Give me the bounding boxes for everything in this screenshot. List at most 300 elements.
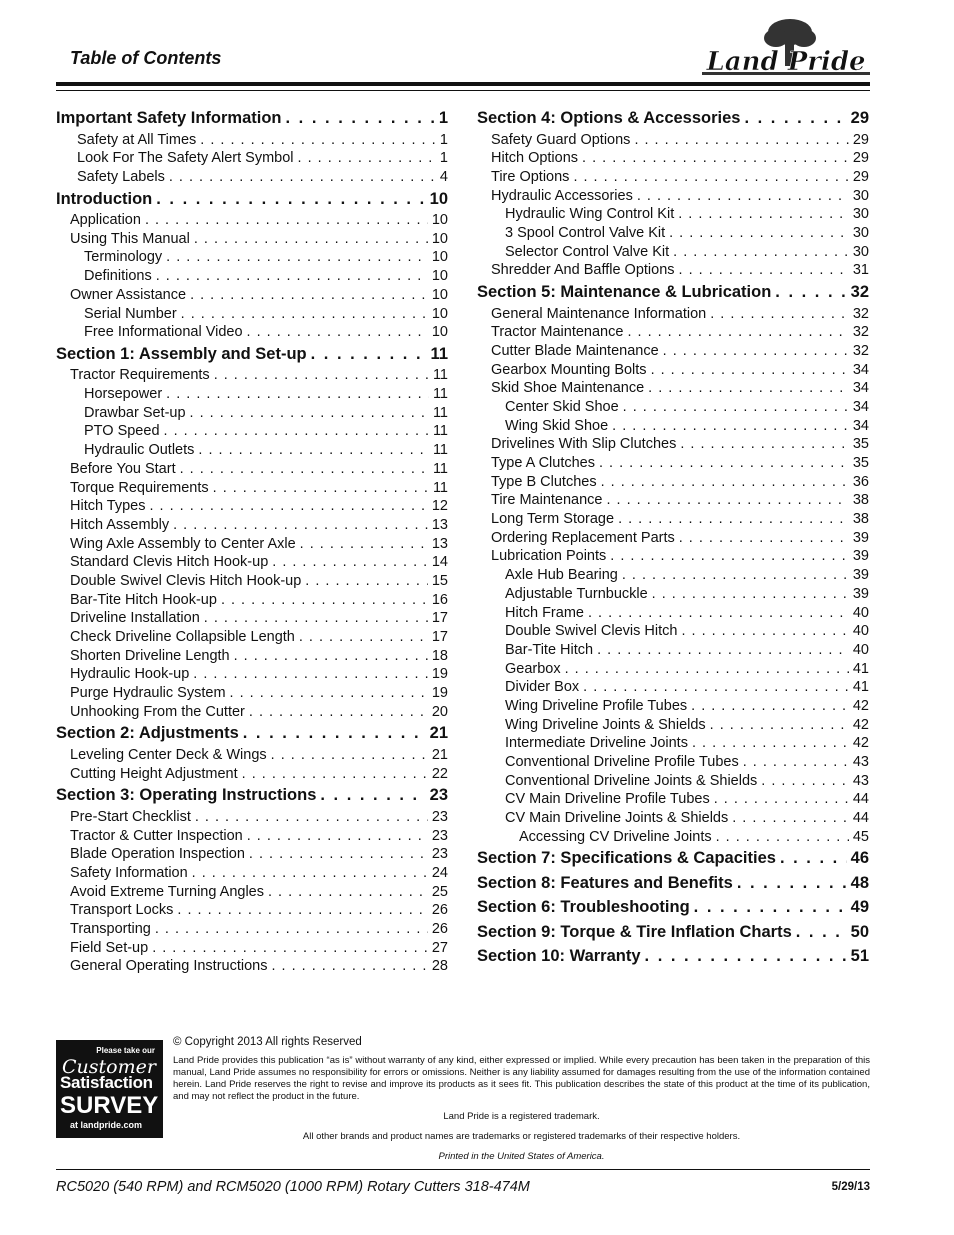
toc-entry[interactable] [56, 864, 448, 883]
dot-leader [169, 168, 436, 187]
toc-entry-title: Wing Skid Shoe [505, 417, 609, 434]
toc-entry-title: Tractor & Cutter Inspection [70, 827, 243, 844]
dot-leader [648, 379, 849, 398]
toc-page-number: 38 [852, 511, 869, 528]
toc-entry-title: Center Skid Shoe [505, 398, 619, 415]
toc-entry[interactable] [477, 205, 869, 224]
toc-page-number: 17 [431, 610, 448, 627]
dot-leader [286, 107, 435, 131]
toc-page-number: 28 [431, 958, 448, 975]
dot-leader [190, 404, 429, 423]
toc-entry-title: Long Term Storage [491, 511, 615, 528]
toc-page-number: 10 [431, 212, 448, 229]
other-brands-line: All other brands and product names are trademarks or registered trademarks of their respective holders. [302, 1131, 741, 1142]
toc-entry[interactable] [56, 553, 448, 572]
toc-entry[interactable] [477, 473, 869, 492]
toc-page-number: 10 [431, 305, 448, 322]
dot-leader [645, 945, 847, 969]
customer-survey-badge[interactable] [56, 1040, 163, 1138]
toc-page-number: 11 [432, 479, 448, 496]
toc-page-number: 11 [430, 344, 448, 363]
toc-entry-title: Tractor Requirements [70, 367, 210, 384]
dot-leader [669, 224, 849, 243]
toc-entry-title: Important Safety Information [56, 109, 282, 127]
toc-section-entry[interactable] [477, 281, 869, 305]
toc-page-number: 42 [852, 697, 869, 714]
toc-entry-title: Unhooking From the Cutter [70, 703, 245, 720]
dot-leader [716, 828, 849, 847]
toc-page-number: 20 [431, 703, 448, 720]
toc-entry-title: Wing Driveline Profile Tubes [505, 697, 688, 714]
toc-page-number: 34 [852, 361, 869, 378]
toc-entry[interactable] [477, 678, 869, 697]
toc-entry-title: Section 8: Features and Benefits [477, 873, 733, 892]
toc-page-number: 19 [431, 666, 448, 683]
toc-entry[interactable] [477, 604, 869, 623]
toc-entry-title: Ordering Replacement Parts [491, 529, 675, 546]
dot-leader [234, 647, 428, 666]
toc-page-number: 30 [852, 243, 869, 260]
toc-entry[interactable] [56, 516, 448, 535]
dot-leader [663, 342, 849, 361]
toc-entry-title: Look For The Safety Alert Symbol [77, 150, 294, 167]
dot-leader [300, 535, 428, 554]
survey-line-2: Customer [62, 1056, 156, 1078]
toc-page-number: 11 [432, 367, 448, 384]
dot-leader [190, 286, 428, 305]
toc-section-entry[interactable] [56, 722, 448, 746]
toc-page-number: 23 [431, 846, 448, 863]
toc-page-number: 24 [431, 864, 448, 881]
toc-entry[interactable] [477, 566, 869, 585]
toc-entry[interactable] [477, 398, 869, 417]
toc-page-number: 10 [431, 324, 448, 341]
toc-entry[interactable] [477, 168, 869, 187]
toc-entry[interactable] [56, 572, 448, 591]
toc-page-number: 13 [431, 516, 448, 533]
toc-entry-title: Skid Shoe Maintenance [491, 380, 645, 397]
dot-leader [166, 385, 429, 404]
footer-rule [56, 1169, 870, 1170]
toc-entry[interactable] [477, 261, 869, 280]
toc-entry-title: Section 10: Warranty [477, 947, 641, 966]
dot-leader [732, 809, 849, 828]
toc-entry[interactable] [56, 647, 448, 666]
dot-leader [242, 765, 428, 784]
toc-entry-title: Free Informational Video [84, 324, 243, 341]
toc-entry-title: Section 4: Options & Accessories [477, 109, 741, 127]
toc-entry[interactable] [477, 529, 869, 548]
toc-page-number: 25 [431, 883, 448, 900]
toc-page-number: 1 [439, 150, 448, 167]
legal-notice [173, 1036, 870, 1163]
toc-entry[interactable] [477, 753, 869, 772]
toc-page-number: 14 [431, 554, 448, 571]
dot-leader [192, 864, 428, 883]
toc-entry-title: Safety Guard Options [491, 131, 631, 148]
dot-leader [247, 827, 428, 846]
toc-entry[interactable] [56, 267, 448, 286]
toc-page-number: 44 [852, 791, 869, 808]
dot-leader [652, 585, 849, 604]
toc-page-number: 41 [852, 660, 869, 677]
toc-entry[interactable] [56, 497, 448, 516]
toc-page-number: 46 [850, 849, 869, 868]
toc-entry[interactable] [56, 628, 448, 647]
toc-page-number: 29 [850, 109, 869, 127]
toc-page-number: 45 [852, 828, 869, 845]
toc-entry[interactable] [477, 305, 869, 324]
toc-entry-title: Leveling Center Deck & Wings [70, 746, 267, 763]
dot-leader [678, 205, 849, 224]
toc-page-number: 51 [850, 947, 869, 966]
toc-section-entry[interactable] [477, 896, 869, 920]
copyright-line: © Copyright 2013 All rights Reserved [173, 1036, 362, 1048]
toc-entry[interactable] [56, 422, 448, 441]
toc-page-number: 42 [852, 716, 869, 733]
toc-page-number: 38 [852, 492, 869, 509]
toc-entry-title: Hydraulic Hook-up [70, 666, 190, 683]
dot-leader [299, 628, 428, 647]
toc-entry[interactable] [477, 361, 869, 380]
toc-entry-title: Transport Locks [70, 902, 174, 919]
toc-page-number: 30 [852, 206, 869, 223]
toc-entry[interactable] [477, 323, 869, 342]
logo-text: Land Pride [706, 47, 866, 77]
toc-page-number: 49 [850, 898, 869, 917]
toc-section-entry[interactable] [56, 343, 448, 367]
toc-entry-title: Adjustable Turnbuckle [505, 585, 648, 602]
toc-entry[interactable] [477, 697, 869, 716]
toc-page-number: 11 [432, 460, 448, 477]
toc-page-number: 21 [429, 724, 448, 743]
toc-page-number: 32 [850, 283, 869, 301]
toc-section-entry[interactable] [56, 188, 448, 212]
toc-entry[interactable] [477, 435, 869, 454]
toc-entry[interactable] [477, 790, 869, 809]
toc-entry[interactable] [477, 454, 869, 473]
header-rule-thin [56, 90, 870, 91]
dot-leader [198, 441, 429, 460]
toc-entry-title: Hitch Options [491, 150, 579, 167]
dot-leader [679, 261, 849, 280]
toc-entry-title: Introduction [56, 189, 153, 208]
toc-entry[interactable] [56, 920, 448, 939]
toc-entry[interactable] [56, 211, 448, 230]
toc-entry[interactable] [56, 901, 448, 920]
toc-entry-title: Safety at All Times [77, 131, 197, 148]
toc-entry[interactable] [56, 939, 448, 958]
toc-page-number: 19 [431, 685, 448, 702]
toc-entry-title: Check Driveline Collapsible Length [70, 629, 295, 645]
toc-entry[interactable] [477, 149, 869, 168]
disclaimer-text: Land Pride provides this publication “as is” without warranty of any kind, either expressed or implied. While every precaution has been taken in the preparation of this manual, Land Pride assumes no responsibility for errors or omissions. Neither is any liability assumed for damages resulting from the use of the information contained herein. Land Pride reserves the right to revise and improve its products as it sees fit. This publication describes the state of this product at the time of its publication, and may not reflect the product in the future. [173, 1055, 870, 1102]
toc-entry[interactable] [477, 187, 869, 206]
dot-leader [156, 267, 428, 286]
toc-page-number: 43 [852, 772, 869, 789]
toc-page-number: 50 [850, 922, 869, 941]
dot-leader [744, 107, 846, 131]
toc-entry[interactable] [477, 622, 869, 641]
dot-leader [692, 734, 849, 753]
toc-entry-title: CV Main Driveline Joints & Shields [505, 810, 729, 827]
toc-entry[interactable] [56, 684, 448, 703]
toc-page-number: 35 [852, 455, 869, 471]
dot-leader [298, 149, 436, 168]
toc-page-number: 23 [431, 827, 448, 844]
toc-entry-title: Cutter Blade Maintenance [491, 342, 659, 359]
toc-entry-title: Application [70, 212, 141, 229]
toc-entry-title: Hitch Assembly [70, 516, 170, 533]
toc-entry[interactable] [477, 547, 869, 566]
dot-leader [247, 323, 428, 342]
dot-leader [601, 473, 849, 492]
dot-leader [271, 746, 428, 765]
toc-entry[interactable] [477, 585, 869, 604]
toc-entry[interactable] [56, 441, 448, 460]
dot-leader [597, 641, 849, 660]
page-title: Table of Contents [70, 48, 222, 68]
dot-leader [627, 323, 848, 342]
survey-url: at landpride.com [70, 1120, 143, 1130]
toc-entry[interactable] [56, 230, 448, 249]
toc-entry-title: Hitch Frame [505, 604, 584, 621]
toc-entry[interactable] [477, 809, 869, 828]
toc-page-number: 4 [439, 168, 448, 185]
toc-page-number: 12 [431, 498, 448, 515]
toc-page-number: 10 [431, 286, 448, 303]
dot-leader [612, 417, 849, 436]
toc-entry-title: Bar-Tite Hitch Hook-up [70, 591, 217, 608]
toc-entry-title: Drivelines With Slip Clutches [491, 436, 677, 453]
toc-entry-title: Pre-Start Checklist [70, 808, 191, 825]
toc-entry-title: Gearbox Mounting Bolts [491, 361, 647, 378]
toc-entry-title: 3 Spool Control Valve Kit [505, 224, 666, 241]
toc-entry-title: Hydraulic Wing Control Kit [505, 206, 675, 223]
toc-entry[interactable] [477, 772, 869, 791]
toc-section-entry[interactable] [477, 847, 869, 871]
toc-section-entry[interactable] [477, 921, 869, 945]
dot-leader [221, 591, 428, 610]
toc-page-number: 40 [852, 623, 869, 640]
toc-page-number: 39 [852, 585, 869, 602]
toc-entry[interactable] [56, 305, 448, 324]
toc-entry[interactable] [56, 665, 448, 684]
toc-entry[interactable] [477, 224, 869, 243]
toc-entry[interactable] [56, 957, 448, 976]
toc-entry[interactable] [477, 379, 869, 398]
toc-entry[interactable] [56, 808, 448, 827]
toc-entry[interactable] [56, 248, 448, 267]
toc-page-number: 30 [852, 187, 869, 204]
dot-leader [200, 131, 436, 150]
toc-entry[interactable] [56, 479, 448, 498]
toc-entry-title: Gearbox [505, 660, 561, 677]
toc-page-number: 10 [431, 268, 448, 285]
dot-leader [271, 957, 427, 976]
toc-entry-title: Hydraulic Accessories [491, 187, 633, 204]
toc-entry[interactable] [56, 131, 448, 150]
toc-entry-title: Field Set-up [70, 939, 149, 956]
dot-leader [775, 281, 846, 305]
toc-page-number: 17 [431, 629, 448, 645]
land-pride-logo [700, 18, 872, 82]
toc-page-number: 39 [852, 529, 869, 546]
toc-entry[interactable] [56, 883, 448, 902]
toc-entry[interactable] [56, 404, 448, 423]
dot-leader [610, 547, 849, 566]
dot-leader [588, 604, 849, 623]
toc-entry[interactable] [56, 591, 448, 610]
dot-leader [651, 361, 849, 380]
dot-leader [305, 572, 428, 591]
toc-entry-title: Driveline Installation [70, 610, 200, 627]
toc-entry[interactable] [56, 385, 448, 404]
toc-entry-title: Selector Control Valve Kit [505, 243, 670, 260]
toc-entry-title: Definitions [84, 268, 152, 285]
toc-entry-title: Horsepower [84, 386, 163, 403]
toc-entry[interactable] [477, 641, 869, 660]
toc-section-entry[interactable] [56, 107, 448, 131]
toc-entry[interactable] [477, 131, 869, 150]
toc-entry-title: Section 2: Adjustments [56, 724, 239, 743]
toc-entry[interactable] [56, 286, 448, 305]
toc-entry-title: Owner Assistance [70, 286, 187, 303]
toc-entry-title: Conventional Driveline Joints & Shields [505, 772, 758, 789]
dot-leader [637, 187, 849, 206]
dot-leader [272, 553, 428, 572]
dot-leader [194, 230, 428, 249]
dot-leader [710, 305, 849, 324]
toc-page-number: 10 [429, 189, 448, 208]
toc-entry-title: Purge Hydraulic System [70, 685, 226, 702]
toc-entry-title: Shorten Driveline Length [70, 647, 230, 664]
toc-entry-title: Axle Hub Bearing [505, 567, 618, 584]
toc-entry[interactable] [477, 510, 869, 529]
toc-section-entry[interactable] [477, 945, 869, 969]
dot-leader [710, 716, 849, 735]
dot-leader [694, 896, 847, 920]
toc-entry-title: Cutting Height Adjustment [70, 765, 238, 782]
dot-leader [181, 305, 428, 324]
toc-page-number: 13 [431, 535, 448, 552]
footer-manual-title: RC5020 (540 RPM) and RCM5020 (1000 RPM) Rotary Cutters 318-474M [56, 1179, 530, 1195]
dot-leader [193, 665, 428, 684]
toc-entry[interactable] [477, 716, 869, 735]
dot-leader [152, 939, 428, 958]
dot-leader [565, 660, 849, 679]
toc-section-entry[interactable] [56, 784, 448, 808]
toc-page-number: 34 [852, 398, 869, 415]
dot-leader [691, 697, 849, 716]
dot-leader [145, 211, 428, 230]
toc-entry[interactable] [56, 765, 448, 784]
dot-leader [673, 243, 849, 262]
dot-leader [177, 901, 427, 920]
toc-entry-title: Tire Maintenance [491, 492, 603, 509]
toc-page-number: 29 [852, 131, 869, 148]
toc-entry[interactable] [477, 734, 869, 753]
toc-page-number: 23 [429, 786, 448, 805]
toc-entry-title: Torque Requirements [70, 479, 209, 496]
dot-leader [155, 920, 428, 939]
dot-leader [623, 398, 849, 417]
toc-entry-title: Drawbar Set-up [84, 404, 186, 421]
toc-page-number: 22 [431, 765, 448, 782]
toc-entry-title: CV Main Driveline Profile Tubes [505, 791, 710, 808]
toc-entry-title: Lubrication Points [491, 548, 607, 565]
toc-section-entry[interactable] [477, 107, 869, 131]
toc-page-number: 34 [852, 417, 869, 434]
survey-line-3: Satisfaction [60, 1073, 153, 1092]
toc-entry[interactable] [56, 845, 448, 864]
toc-entry-title: Blade Operation Inspection [70, 846, 245, 863]
toc-page-number: 32 [852, 305, 869, 322]
toc-entry[interactable] [477, 417, 869, 436]
toc-entry[interactable] [56, 827, 448, 846]
dot-leader [180, 460, 429, 479]
dot-leader [618, 510, 849, 529]
toc-page-number: 41 [852, 679, 869, 696]
toc-page-number: 1 [439, 131, 448, 148]
toc-page-number: 35 [852, 436, 869, 453]
toc-page-number: 11 [432, 423, 448, 440]
toc-page-number: 39 [852, 567, 869, 584]
dot-leader [249, 703, 428, 722]
toc-entry[interactable] [477, 243, 869, 262]
toc-right-column [477, 106, 869, 969]
toc-entry[interactable] [56, 703, 448, 722]
toc-entry[interactable] [56, 609, 448, 628]
toc-entry[interactable] [56, 168, 448, 187]
toc-entry[interactable] [477, 342, 869, 361]
toc-page-number: 40 [852, 641, 869, 658]
toc-entry-title: Using This Manual [70, 230, 190, 247]
toc-entry[interactable] [56, 323, 448, 342]
toc-entry-title: Type B Clutches [491, 473, 597, 490]
toc-entry[interactable] [56, 149, 448, 168]
toc-entry-title: General Operating Instructions [70, 958, 268, 975]
toc-page-number: 11 [432, 386, 448, 403]
toc-left-column [56, 106, 448, 976]
toc-entry[interactable] [56, 460, 448, 479]
dot-leader [166, 248, 428, 267]
toc-page-number: 23 [431, 808, 448, 825]
dot-leader [195, 808, 428, 827]
toc-entry[interactable] [56, 746, 448, 765]
toc-entry[interactable] [477, 660, 869, 679]
dot-leader [780, 847, 847, 871]
toc-entry-title: Serial Number [84, 305, 177, 322]
toc-page-number: 30 [852, 224, 869, 241]
toc-page-number: 11 [432, 404, 448, 421]
toc-section-entry[interactable] [477, 872, 869, 896]
dot-leader [761, 772, 849, 791]
dot-leader [204, 609, 428, 628]
toc-entry[interactable] [477, 491, 869, 510]
dot-leader [583, 678, 849, 697]
toc-entry-title: Section 7: Specifications & Capacities [477, 849, 776, 868]
dot-leader [681, 622, 848, 641]
toc-entry[interactable] [477, 828, 869, 847]
toc-entry-title: Avoid Extreme Turning Angles [70, 883, 264, 900]
toc-page-number: 32 [852, 324, 869, 341]
toc-page-number: 26 [431, 920, 448, 937]
toc-entry[interactable] [56, 366, 448, 385]
toc-entry[interactable] [56, 535, 448, 554]
toc-page-number: 16 [431, 591, 448, 608]
toc-page-number: 39 [852, 548, 869, 565]
